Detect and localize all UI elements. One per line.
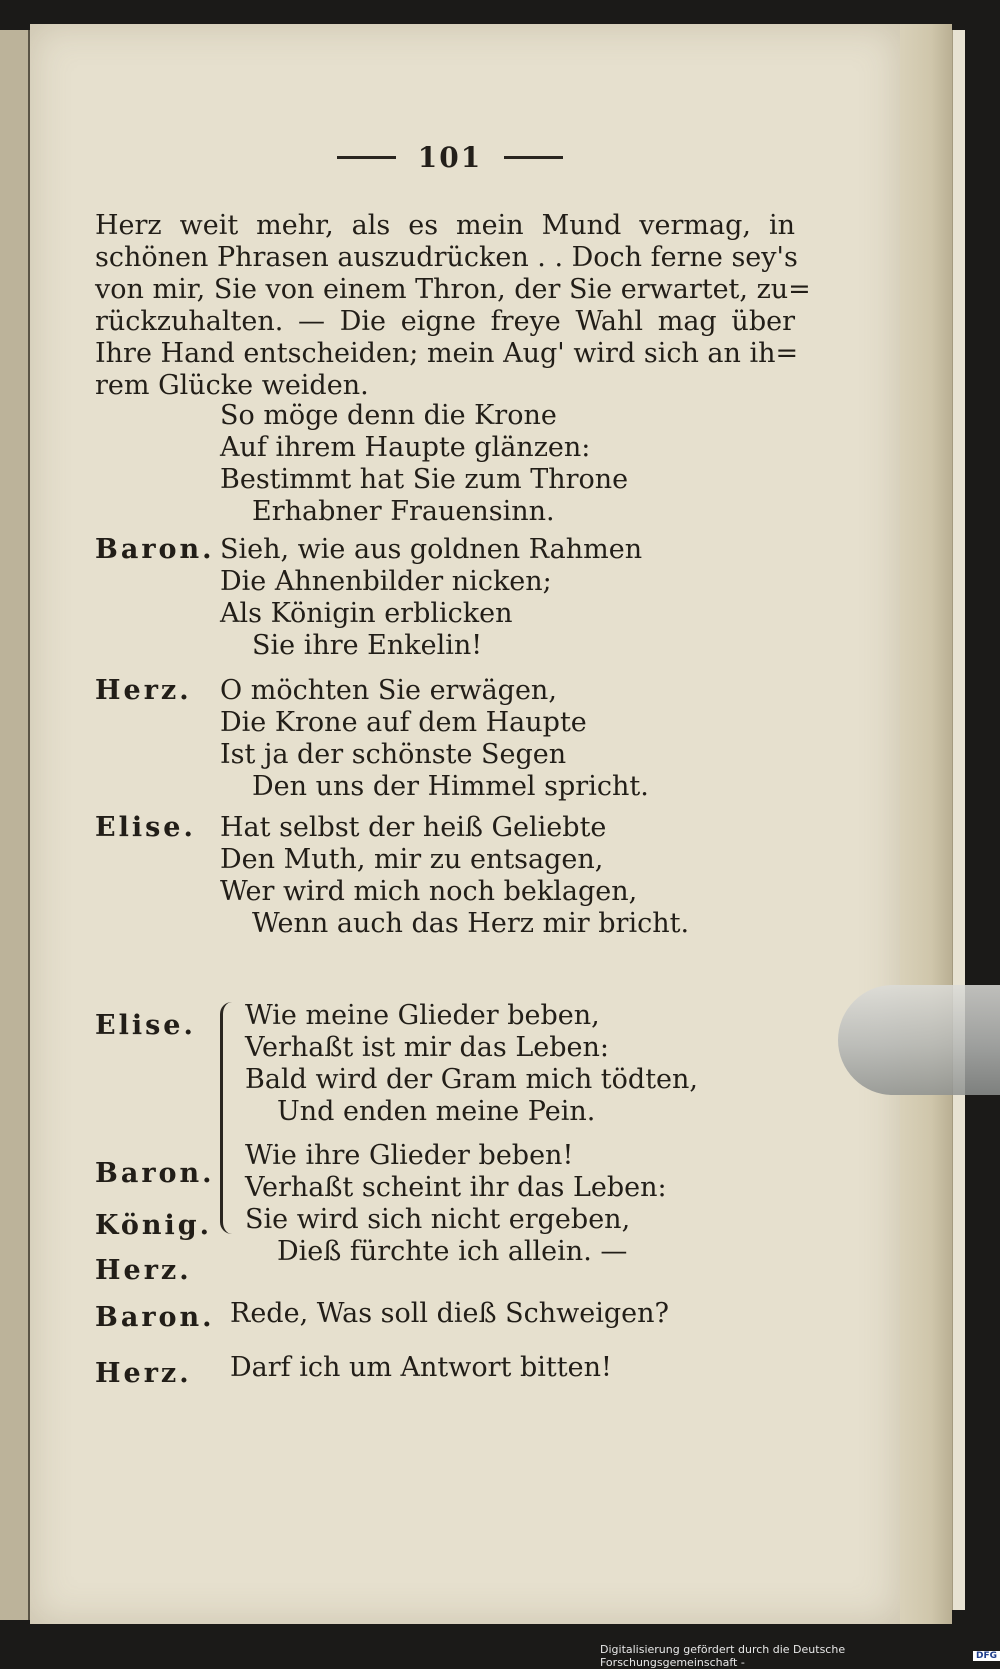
verse-line: Bald wird der Gram mich tödten, xyxy=(245,1064,698,1095)
speaker-name: Elise. xyxy=(95,1010,196,1041)
speaker-name: Herz. xyxy=(95,675,192,706)
verse-line: Rede, Was soll dieß Schweigen? xyxy=(230,1298,670,1329)
prose-line: schönen Phrasen auszudrücken . . Doch ferne sey's xyxy=(95,242,798,273)
verse-line: So möge denn die Krone xyxy=(220,400,557,431)
verse-line: Wer wird mich noch beklagen, xyxy=(220,876,638,907)
prose-line: rückzuhalten. — Die eigne freye Wahl mag über xyxy=(95,306,795,337)
footer-credit: Digitalisierung gefördert durch die Deutsche Forschungsgemeinschaft - xyxy=(600,1643,846,1669)
ensemble-verse-group xyxy=(245,1140,667,1268)
speech-verse xyxy=(220,534,642,662)
header-rule-left xyxy=(337,156,396,159)
verse-line: Ist ja der schönste Segen xyxy=(220,739,567,770)
digitization-footer xyxy=(600,1643,1000,1669)
verse-line: Dieß fürchte ich allein. — xyxy=(277,1236,628,1267)
verse-line: Sie wird sich nicht ergeben, xyxy=(245,1204,631,1235)
speaker-name: König. xyxy=(95,1210,213,1241)
prose-line: von mir, Sie von einem Thron, der Sie erwartet, zu= xyxy=(95,274,811,305)
verse-line: Sie ihre Enkelin! xyxy=(252,630,483,661)
verse-line: Und enden meine Pein. xyxy=(277,1096,596,1127)
verse-line: Verhaßt ist mir das Leben: xyxy=(245,1032,609,1063)
page-stack-edge xyxy=(900,24,952,1624)
dfg-logo: DFG xyxy=(973,1651,1000,1661)
speaker-name: Herz. xyxy=(95,1358,192,1389)
verse-line: Den Muth, mir zu entsagen, xyxy=(220,844,604,875)
prose-line: rem Glücke weiden. xyxy=(95,370,369,401)
verse-line: Hat selbst der heiß Geliebte xyxy=(220,812,607,843)
page-header xyxy=(315,140,585,174)
verse-line: Bestimmt hat Sie zum Throne xyxy=(220,464,629,495)
speaker-name: Herz. xyxy=(95,1255,192,1286)
ensemble-verse-first xyxy=(245,1000,698,1128)
verse-line: Auf ihrem Haupte glänzen: xyxy=(220,432,591,463)
verse-line: Die Krone auf dem Haupte xyxy=(220,707,587,738)
speech-verse xyxy=(220,675,649,803)
verse-line: Wenn auch das Herz mir bricht. xyxy=(252,908,690,939)
speaker-name: Baron. xyxy=(95,1158,215,1189)
speech-verse xyxy=(220,812,689,940)
verse-line: O möchten Sie erwägen, xyxy=(220,675,557,706)
closing-verse xyxy=(230,1298,669,1330)
speaker-name: Baron. xyxy=(95,534,215,565)
prose-line: Ihre Hand entscheiden; mein Aug' wird sich an ih= xyxy=(95,338,799,369)
verse-line: Verhaßt scheint ihr das Leben: xyxy=(245,1172,667,1203)
verse-line: Die Ahnenbilder nicken; xyxy=(220,566,552,597)
left-page-edge xyxy=(0,30,30,1620)
page-clip-holder xyxy=(838,985,1000,1095)
verse-intro xyxy=(220,400,628,528)
verse-line: Den uns der Himmel spricht. xyxy=(252,771,649,802)
verse-line: Wie ihre Glieder beben! xyxy=(245,1140,574,1171)
page-number: 101 xyxy=(417,140,483,174)
prose-line: Herz weit mehr, als es mein Mund vermag, in xyxy=(95,210,795,241)
verse-line: Als Königin erblicken xyxy=(220,598,513,629)
verse-line: Wie meine Glieder beben, xyxy=(245,1000,600,1031)
header-rule-right xyxy=(504,156,563,159)
ensemble-brace xyxy=(220,1002,239,1234)
verse-line: Sieh, wie aus goldnen Rahmen xyxy=(220,534,643,565)
verse-line: Erhabner Frauensinn. xyxy=(252,496,555,527)
speaker-name: Elise. xyxy=(95,812,196,843)
page-stack-edge-outer xyxy=(952,30,965,1610)
verse-line: Darf ich um Antwort bitten! xyxy=(230,1352,612,1383)
prose-paragraph xyxy=(95,210,811,402)
speaker-name: Baron. xyxy=(95,1302,215,1333)
closing-verse xyxy=(230,1352,612,1384)
